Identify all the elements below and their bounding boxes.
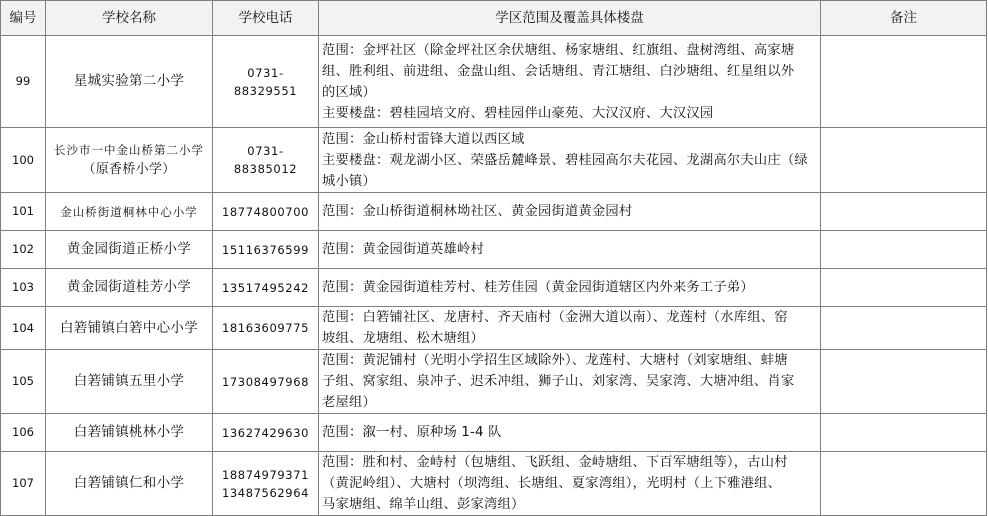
- school-phone: [213, 307, 319, 350]
- table-row: [1, 350, 987, 414]
- school-name-line: 星城实验第二小学: [73, 73, 185, 89]
- school-name: [46, 452, 213, 516]
- school-name: [46, 128, 213, 193]
- remarks: [821, 307, 987, 350]
- school-name-line: 金山桥街道桐林中心小学: [60, 204, 198, 219]
- scope-line: （黄泥岭组）、大塘村（坝湾组、长塘组、夏家湾组），光明村（上下雅港组、: [322, 476, 782, 491]
- table-row: [1, 231, 987, 269]
- table-row: [1, 269, 987, 307]
- district-scope: [319, 231, 821, 269]
- phone-line: 18163609775: [221, 321, 310, 335]
- phone-line: 13517495242: [221, 280, 310, 295]
- scope-line: 马家塘组、绵羊山组、彭家湾组）: [322, 497, 525, 512]
- school-name-line: 白箬铺镇五里小学: [73, 373, 185, 389]
- header-number: 编号: [1, 1, 46, 36]
- district-scope: [319, 269, 821, 307]
- scope-line: 范围：金山桥街道桐林坳社区、黄金园街道黄金园村: [322, 204, 633, 219]
- school-name: [46, 231, 213, 269]
- district-scope: [319, 128, 821, 193]
- scope-line: 范围：金坪社区（除金坪社区余伏塘组、杨家塘组、红旗组、盘树湾组、高家塘: [322, 42, 795, 58]
- school-name-line: 长沙市一中金山桥第二小学: [54, 143, 204, 157]
- remarks: [821, 269, 987, 307]
- district-scope: [319, 414, 821, 452]
- header-school-phone: 学校电话: [213, 1, 319, 36]
- district-scope: [319, 307, 821, 350]
- table-row: [1, 128, 987, 193]
- phone-line: 0731-88385012: [233, 144, 298, 176]
- phone-line: 13627429630: [221, 425, 310, 440]
- scope-line: 子组、窝家组、泉冲子、迟禾冲组、狮子山、刘家湾、吴家湾、大塘冲组、肖家: [322, 374, 795, 389]
- school-name-line: 白箬铺镇桃林小学: [73, 424, 185, 440]
- school-phone: [213, 269, 319, 307]
- table-row: [1, 36, 987, 128]
- scope-line: 范围：黄泥铺村（光明小学招生区域除外）、龙莲村、大塘村（刘家塘组、蚌塘: [322, 353, 788, 368]
- school-name-line: 黄金园街道桂芳小学: [66, 279, 192, 295]
- district-scope: [319, 452, 821, 516]
- row-number: 103: [1, 269, 46, 307]
- scope-line: 范围：胜和村、金峙村（包塘组、飞跃组、金峙塘组、下百军塘组等），古山村: [322, 455, 788, 470]
- phone-line: 17308497968: [221, 374, 310, 389]
- district-scope: [319, 193, 821, 231]
- district-scope: [319, 36, 821, 128]
- school-name: [46, 36, 213, 128]
- scope-line: 范围：金山桥村雷锋大道以西区域: [322, 131, 525, 147]
- remarks: [821, 350, 987, 414]
- remarks: [821, 36, 987, 128]
- header-school-name: 学校名称: [46, 1, 213, 36]
- row-number: 101: [1, 193, 46, 231]
- row-number: 102: [1, 231, 46, 269]
- school-name-line: 白箬铺镇仁和小学: [73, 475, 185, 491]
- scope-line: 范围：黄金园街道英雄岭村: [322, 242, 484, 257]
- scope-line: 主要楼盘：观龙湖小区、荣盛岳麓峰景、碧桂园高尔夫花园、龙湖高尔夫山庄（绿: [322, 152, 808, 168]
- phone-line: 13487562964: [221, 485, 310, 500]
- scope-line: 老屋组）: [322, 395, 376, 410]
- remarks: [821, 452, 987, 516]
- school-name: [46, 193, 213, 231]
- district-scope: [319, 350, 821, 414]
- school-name: [46, 307, 213, 350]
- table-row: [1, 452, 987, 516]
- scope-line: 的区域）: [322, 84, 376, 100]
- row-number: 106: [1, 414, 46, 452]
- scope-line: 组、胜利组、前进组、金盘山组、会话塘组、青江塘组、白沙塘组、红星组以外: [322, 63, 795, 79]
- school-phone: [213, 36, 319, 128]
- phone-line: 18874979371: [221, 467, 310, 482]
- remarks: [821, 414, 987, 452]
- school-phone: [213, 231, 319, 269]
- table-row: [1, 414, 987, 452]
- scope-line: 范围：黄金园街道桂芳村、桂芳佳园（黄金园街道辖区内外来务工子弟）: [322, 280, 754, 295]
- table-row: [1, 307, 987, 350]
- scope-line: 范围：白箬铺社区、龙唐村、齐天庙村（金洲大道以南）、龙莲村（水库组、窑: [322, 310, 788, 325]
- school-phone: [213, 452, 319, 516]
- row-number: 107: [1, 452, 46, 516]
- scope-line: 城小镇）: [322, 173, 376, 189]
- school-phone: [213, 128, 319, 193]
- row-number: 105: [1, 350, 46, 414]
- school-name-line: 白箬铺镇白箬中心小学: [60, 319, 198, 336]
- school-name-line: （原香桥小学）: [82, 162, 176, 177]
- school-name-line: 黄金园街道正桥小学: [66, 241, 192, 257]
- scope-line: 主要楼盘：碧桂园培文府、碧桂园伴山豪苑、大汉汉府、大汉汉园: [322, 105, 714, 121]
- school-name: [46, 269, 213, 307]
- header-remarks: 备注: [821, 1, 987, 36]
- scope-line: 坡组、龙塘组、松木塘组）: [322, 331, 484, 346]
- school-name: [46, 350, 213, 414]
- school-phone: [213, 414, 319, 452]
- row-number: 99: [1, 36, 46, 128]
- header-district-scope: 学区范围及覆盖具体楼盘: [319, 1, 821, 36]
- table-row: [1, 193, 987, 231]
- school-name: [46, 414, 213, 452]
- row-number: 100: [1, 128, 46, 193]
- scope-line: 范围：溆一村、原种场 1-4 队: [322, 425, 502, 440]
- remarks: [821, 128, 987, 193]
- row-number: 104: [1, 307, 46, 350]
- phone-line: 0731-88329551: [233, 65, 298, 98]
- header-row: [1, 1, 987, 36]
- phone-line: 18774800700: [221, 204, 310, 219]
- school-phone: [213, 193, 319, 231]
- phone-line: 15116376599: [221, 242, 310, 257]
- remarks: [821, 231, 987, 269]
- school-phone: [213, 350, 319, 414]
- remarks: [821, 193, 987, 231]
